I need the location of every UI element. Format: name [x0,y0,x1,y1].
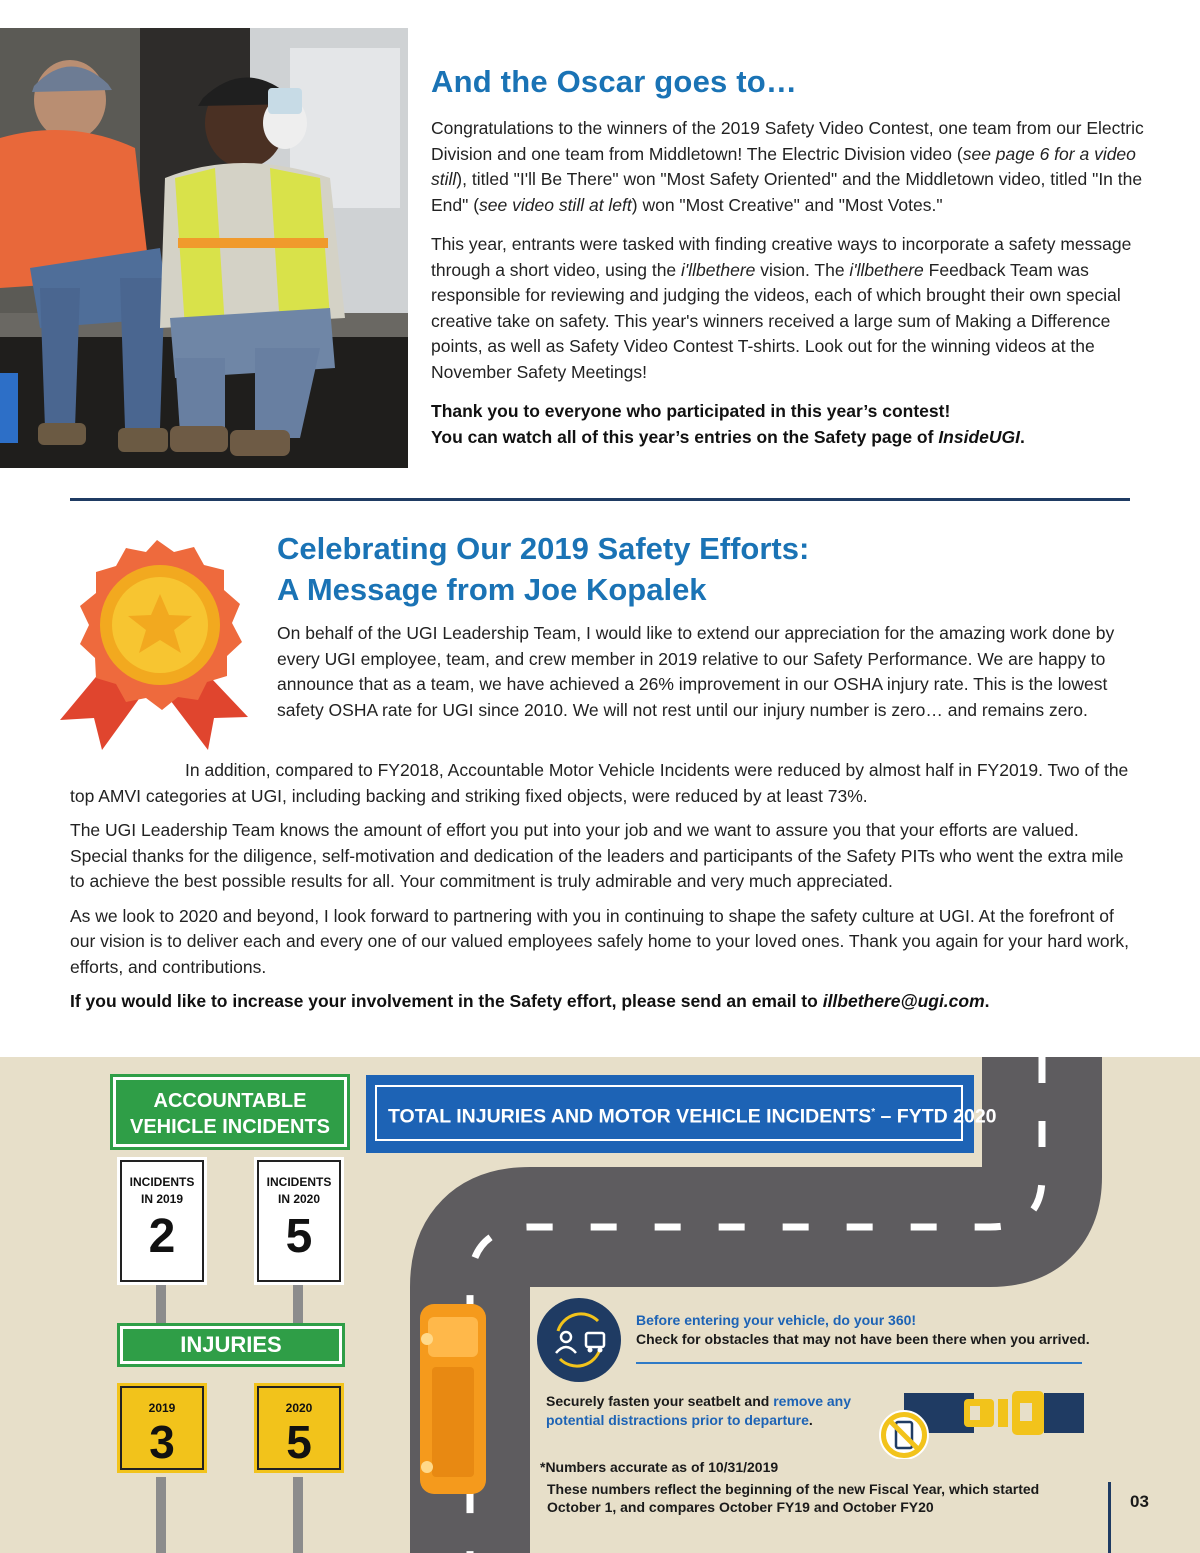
celebrating-cta [70,989,1140,1015]
text-run: vision. The [755,259,850,280]
text-run: Feedback Team was responsible for reviewing and judging the videos, each of which brought their own special creative take on safety. This year's winners received a large sum of Making a Difference points, as well as Safety Video Contest T-shirts. Look out for the winning videos at the November Safety Meetings! [431,259,1121,382]
contest-video-still [0,28,408,468]
injuries-2019-sign [120,1386,204,1470]
celebrating-heading [277,528,809,610]
footnote [540,1458,1060,1516]
text-run: Thank you to everyone who participated in this year’s contest! [431,401,951,421]
oscar-paragraph-2 [431,232,1151,385]
sign-value: 5 [285,1210,313,1263]
sign-label: INCIDENTS IN 2019 [129,1175,195,1206]
text-run: This year, entrants were tasked with finding creative ways to incorporate a safety message through a short video, using the [431,234,1132,280]
celebrating-article [70,758,1140,1024]
van-icon [420,1304,486,1494]
text-run-italic: i'llbethere [681,259,756,280]
seatbelt-no-phone-icon [868,1379,1088,1459]
incidents-2019-sign [120,1160,204,1282]
text-run: ), titled "I'll Be There" won "Most Safety Oriented" and the Middletown video, titled "In the End" ( [431,169,1143,215]
sign-value: 3 [149,1416,175,1468]
celebrating-paragraph-2: In addition, compared to FY2018, Accountable Motor Vehicle Incidents were reduced by almost half in FY2019. Two of the top AMVI categories at UGI, including backing and striking fixed objects, were reduced by at least 73%. [70,760,1129,806]
text-run-italic: see video still at left [479,194,632,215]
page-number-rule [1108,1482,1111,1553]
celebrating-paragraph-4: As we look to 2020 and beyond, I look forward to partnering with you in continuing to shape the safety culture at UGI. At the forefront of our vision is to deliver each and every one of our valued employees safely home to your loved ones. Thank you again for your hard work, efforts, and contributions. [70,905,1130,977]
award-medal-icon [52,532,262,757]
text-run-italic: see page 6 for a video still [431,143,1136,189]
text-run: Congratulations to the winners of the 2019 Safety Video Contest, one team from our Electric Division and one team from Middletown! The Electric Division video ( [431,118,1144,164]
sign-line: VEHICLE INCIDENTS [129,1116,331,1138]
heading-line: Celebrating Our 2019 Safety Efforts: [277,531,810,566]
oscar-paragraph-1 [431,116,1151,218]
tip-seatbelt: Securely fasten your seatbelt and remove any potential distractions prior to departure. [546,1393,852,1428]
celebrating-paragraph-3: The UGI Leadership Team knows the amount of effort you put into your job and we want to assure you that your efforts are valued. Special thanks for the diligence, self-motivation and dedication of the leaders and participants of the Safety PITs who went the extra mile to achieve the best possible results for all. Your commitment is truly admirable and very much appreciated. [70,820,1124,891]
incidents-2020-sign [257,1160,341,1282]
email-link[interactable]: illbethere@ugi.com [822,991,985,1011]
oscar-thanks [431,399,1151,450]
sign-value: 2 [148,1210,176,1263]
heading-line: A Message from Joe Kopalek [277,572,707,607]
footnote-line: These numbers reflect the beginning of the new Fiscal Year, which started October 1, and compares October FY19 and October FY20 [547,1481,1040,1515]
safety-infographic [0,1057,1200,1553]
sign-label: 2020 [285,1401,313,1415]
injuries-sign: INJURIES [120,1326,342,1364]
text-run: . [984,991,990,1011]
walkaround-360-icon [536,1297,622,1383]
avi-sign [113,1077,347,1147]
oscar-heading: And the Oscar goes to… [431,64,798,99]
section-divider [70,498,1130,501]
page-number: 03 [1130,1492,1149,1511]
tip-divider [636,1362,1082,1364]
sign-line: ACCOUNTABLE [153,1090,307,1112]
sign-label: 2019 [148,1401,176,1415]
insideugi-link[interactable]: InsideUGI [938,426,1020,447]
text-run: If you would like to increase your involvement in the Safety effort, please send an email to [70,991,823,1011]
tip-heading: Before entering your vehicle, do your 360! [636,1312,917,1328]
text-run: . [1020,426,1025,447]
text-run-italic: i'llbethere [849,259,924,280]
oscar-article [431,116,1151,464]
totals-banner [366,1075,997,1153]
banner-text: TOTAL INJURIES AND MOTOR VEHICLE INCIDENTS* – FYTD 2020 [375,1085,963,1141]
sign-value: 5 [286,1416,312,1468]
sign-label: INCIDENTS IN 2020 [266,1175,332,1206]
injuries-2020-sign [257,1386,341,1470]
text-run: You can watch all of this year’s entries on the Safety page of [431,426,939,447]
tip-360 [636,1311,1096,1349]
text-run: ) won "Most Creative" and "Most Votes." [631,194,943,215]
tip-text: Check for obstacles that may not have been there when you arrived. [636,1331,1090,1347]
footnote-line: *Numbers accurate as of 10/31/2019 [540,1459,779,1475]
celebrating-intro: On behalf of the UGI Leadership Team, I would like to extend our appreciation for the amazing work done by every UGI employee, team, and crew member in 2019 relative to our Safety Performance. We are happy to announce that as a team, we have achieved a 26% improvement in our OSHA injury rate. This is the lowest safety OSHA rate for UGI since 2010. We will not rest until our injury number is zero… and remains zero. [277,623,1115,720]
